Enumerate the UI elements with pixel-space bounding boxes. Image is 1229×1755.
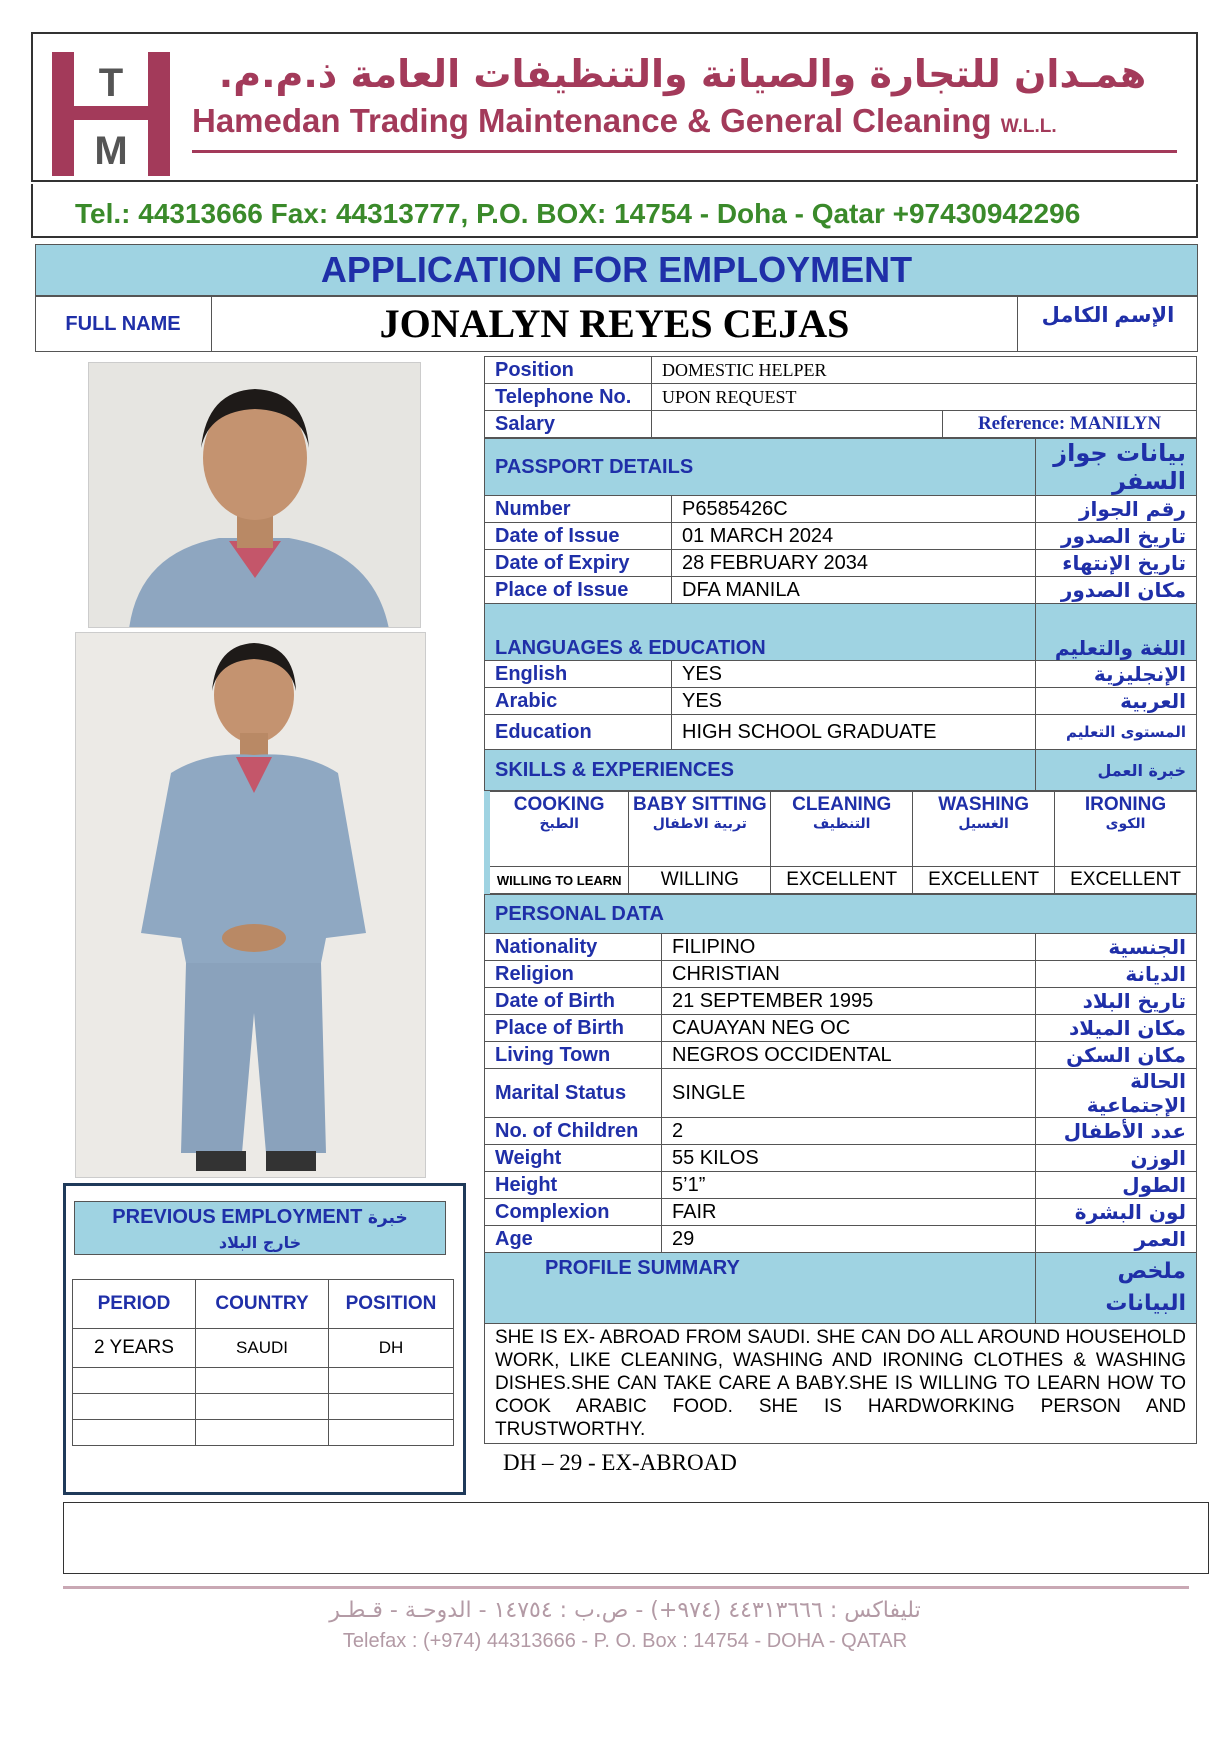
issue-date-arabic: تاريخ الصدور xyxy=(1036,523,1197,550)
salary-label: Salary xyxy=(485,411,652,438)
applicant-details xyxy=(484,356,1197,1444)
reference-value: Reference: MANILYN xyxy=(943,411,1197,438)
form-title: APPLICATION FOR EMPLOYMENT xyxy=(35,244,1198,296)
age-arabic: العمر xyxy=(1036,1226,1197,1253)
skill-cleaning xyxy=(771,792,913,867)
nationality-label: Nationality xyxy=(485,934,662,961)
passport-number-value: P6585426C xyxy=(672,496,1036,523)
company-name-english xyxy=(192,102,1182,140)
empty-cell xyxy=(329,1368,454,1394)
english-label: English xyxy=(485,661,672,688)
weight-value: 55 KILOS xyxy=(662,1145,1036,1172)
summary-text: SHE IS EX- ABROAD FROM SAUDI. SHE CAN DO ALL AROUND HOUSEHOLD WORK, LIKE CLEANING, WASHING AND IRONING CLOTHES & WASHING DISHES.SHE CAN TAKE CARE A BABY.SHE IS WILLING TO LEARN HOW TO COOK ARABIC FOOD. SHE IS HARDWORKING PERSON AND TRUSTWORTHY. xyxy=(485,1324,1197,1444)
full-name-label: FULL NAME xyxy=(35,296,212,352)
personal-row xyxy=(485,988,1197,1015)
living-town-label: Living Town xyxy=(485,1042,662,1069)
skill-washing-label: WASHING xyxy=(938,794,1029,815)
summary-row xyxy=(485,1324,1197,1444)
applicant-portrait-photo xyxy=(88,362,421,628)
skills-table xyxy=(484,791,1197,894)
empty-cell xyxy=(196,1394,329,1420)
issue-date-value: 01 MARCH 2024 xyxy=(672,523,1036,550)
full-name-label-arabic: الإسم الكامل xyxy=(1017,296,1198,352)
skills-head-row xyxy=(487,792,1197,867)
height-value: 5’1” xyxy=(662,1172,1036,1199)
personal-header xyxy=(485,895,1197,934)
complexion-label: Complexion xyxy=(485,1199,662,1226)
arabic-arabic: العربية xyxy=(1036,688,1197,715)
skill-baby-sitting-label: BABY SITTING xyxy=(632,794,767,815)
issue-date-label: Date of Issue xyxy=(485,523,672,550)
nationality-value: FILIPINO xyxy=(662,934,1036,961)
table-row xyxy=(73,1420,454,1446)
education-value: HIGH SCHOOL GRADUATE xyxy=(672,715,1036,750)
passport-title: PASSPORT DETAILS xyxy=(485,439,1036,496)
salary-value xyxy=(652,411,943,438)
personal-row xyxy=(485,1015,1197,1042)
language-row xyxy=(485,688,1197,715)
skill-ironing-value: EXCELLENT xyxy=(1055,867,1197,894)
english-arabic: الإنجليزية xyxy=(1036,661,1197,688)
company-contact: Tel.: 44313666 Fax: 44313777, P.O. BOX: 14754 - Doha - Qatar +97430942296 xyxy=(75,198,1081,229)
personal-title: PERSONAL DATA xyxy=(485,895,1197,934)
empty-cell xyxy=(196,1420,329,1446)
complexion-arabic: لون البشرة xyxy=(1036,1199,1197,1226)
table-row xyxy=(73,1368,454,1394)
table-row xyxy=(73,1329,454,1368)
personal-row xyxy=(485,934,1197,961)
personal-row xyxy=(485,1118,1197,1145)
empty-cell xyxy=(73,1420,196,1446)
personal-row xyxy=(485,1172,1197,1199)
nationality-arabic: الجنسية xyxy=(1036,934,1197,961)
expiry-date-arabic: تاريخ الإنتهاء xyxy=(1036,550,1197,577)
skill-ironing-label: IRONING xyxy=(1084,794,1167,815)
footer-arabic: تليفاكس : ٤٤٣١٣٦٦٦ (٩٧٤+) - ص.ب : ١٤٧٥٤ - الدوحـة - قـطـر xyxy=(329,1598,921,1623)
birth-place-value: CAUAYAN NEG OC xyxy=(662,1015,1036,1042)
notes-box xyxy=(63,1502,1209,1574)
passport-table xyxy=(484,438,1197,791)
passport-row xyxy=(485,523,1197,550)
applicant-code: DH – 29 - EX-ABROAD xyxy=(503,1450,737,1475)
passport-number-label: Number xyxy=(485,496,672,523)
children-label: No. of Children xyxy=(485,1118,662,1145)
skill-cleaning-arabic: التنظيف xyxy=(812,816,871,832)
skills-value-row xyxy=(487,867,1197,894)
living-town-value: NEGROS OCCIDENTAL xyxy=(662,1042,1036,1069)
skill-washing xyxy=(913,792,1055,867)
passport-row xyxy=(485,550,1197,577)
summary-header xyxy=(485,1253,1197,1324)
skill-ironing xyxy=(1055,792,1197,867)
skill-baby-sitting xyxy=(629,792,771,867)
telephone-label: Telephone No. xyxy=(485,384,652,411)
previous-employment-arabic-2: خارج البلاد xyxy=(218,1233,302,1252)
marital-status-label: Marital Status xyxy=(485,1069,662,1118)
religion-value: CHRISTIAN xyxy=(662,961,1036,988)
empty-cell xyxy=(73,1394,196,1420)
skill-cleaning-label: CLEANING xyxy=(792,794,892,815)
previous-employment-label: PREVIOUS EMPLOYMENT xyxy=(112,1206,363,1228)
height-label: Height xyxy=(485,1172,662,1199)
summary-title: PROFILE SUMMARY xyxy=(485,1253,1036,1324)
skill-baby-sitting-value: WILLING xyxy=(629,867,771,894)
children-value: 2 xyxy=(662,1118,1036,1145)
personal-row xyxy=(485,1069,1197,1118)
religion-arabic: الديانة xyxy=(1036,961,1197,988)
weight-label: Weight xyxy=(485,1145,662,1172)
telephone-row xyxy=(485,384,1197,411)
position-row xyxy=(485,357,1197,384)
skill-washing-arabic: الغسيل xyxy=(958,816,1009,832)
personal-row xyxy=(485,1199,1197,1226)
previous-employment-arabic-1: خبرة xyxy=(367,1208,408,1228)
skill-cleaning-value: EXCELLENT xyxy=(771,867,913,894)
languages-title-arabic: اللغة والتعليم xyxy=(1036,604,1197,661)
applicant-full-body-photo xyxy=(75,632,426,1178)
country-header: COUNTRY xyxy=(196,1280,329,1329)
passport-title-arabic: بيانات جواز السفر xyxy=(1036,439,1197,496)
religion-label: Religion xyxy=(485,961,662,988)
country-cell: SAUDI xyxy=(196,1329,329,1368)
skills-title-arabic: خبرة العمل xyxy=(1036,750,1197,791)
personal-row xyxy=(485,1042,1197,1069)
skills-title: SKILLS & EXPERIENCES xyxy=(485,750,1036,791)
period-header: PERIOD xyxy=(73,1280,196,1329)
empty-cell xyxy=(73,1368,196,1394)
english-value: YES xyxy=(672,661,1036,688)
languages-title: LANGUAGES & EDUCATION xyxy=(485,604,1036,661)
telephone-value: UPON REQUEST xyxy=(652,384,1197,411)
passport-number-arabic: رقم الجواز xyxy=(1036,496,1197,523)
logo-letter-m: M xyxy=(94,129,128,173)
skill-baby-sitting-arabic: تربية الاطفال xyxy=(652,816,747,832)
footer-english: Telefax : (+974) 44313666 - P. O. Box : 14754 - DOHA - QATAR xyxy=(342,1630,908,1652)
period-cell: 2 YEARS xyxy=(73,1329,196,1368)
table-row xyxy=(73,1394,454,1420)
height-arabic: الطول xyxy=(1036,1172,1197,1199)
header-divider xyxy=(192,150,1177,153)
passport-row xyxy=(485,577,1197,604)
birth-place-arabic: مكان الميلاد xyxy=(1036,1015,1197,1042)
company-name-en-text: Hamedan Trading Maintenance & General Cleaning xyxy=(192,102,992,139)
languages-header xyxy=(485,604,1197,661)
empty-cell xyxy=(329,1394,454,1420)
skill-ironing-arabic: الكوى xyxy=(1105,816,1146,832)
language-row xyxy=(485,661,1197,688)
skill-cooking-value: WILLING TO LEARN xyxy=(487,867,629,894)
education-arabic: المستوى التعليم xyxy=(1036,715,1197,750)
birth-date-arabic: تاريخ البلاد xyxy=(1036,988,1197,1015)
expiry-date-value: 28 FEBRUARY 2034 xyxy=(672,550,1036,577)
passport-header xyxy=(485,439,1197,496)
salary-row xyxy=(485,411,1197,438)
education-row xyxy=(485,715,1197,750)
issue-place-value: DFA MANILA xyxy=(672,577,1036,604)
company-suffix: W.L.L. xyxy=(1000,116,1057,137)
expiry-date-label: Date of Expiry xyxy=(485,550,672,577)
arabic-value: YES xyxy=(672,688,1036,715)
birth-date-value: 21 SEPTEMBER 1995 xyxy=(662,988,1036,1015)
personal-row xyxy=(485,961,1197,988)
logo-letter-t: T xyxy=(98,61,124,105)
company-logo xyxy=(52,52,170,176)
birth-date-label: Date of Birth xyxy=(485,988,662,1015)
complexion-value: FAIR xyxy=(662,1199,1036,1226)
weight-arabic: الوزن xyxy=(1036,1145,1197,1172)
position-label: Position xyxy=(485,357,652,384)
age-label: Age xyxy=(485,1226,662,1253)
personal-table xyxy=(484,894,1197,1444)
issue-place-label: Place of Issue xyxy=(485,577,672,604)
skill-cooking xyxy=(487,792,629,867)
skill-cooking-arabic: الطبخ xyxy=(539,816,579,832)
empty-cell xyxy=(196,1368,329,1394)
full-name-value: JONALYN REYES CEJAS xyxy=(379,301,850,346)
previous-employment-table xyxy=(72,1279,454,1446)
birth-place-label: Place of Birth xyxy=(485,1015,662,1042)
children-arabic: عدد الأطفال xyxy=(1036,1118,1197,1145)
personal-row xyxy=(485,1145,1197,1172)
summary-title-arabic: ملخص البيانات xyxy=(1036,1253,1197,1324)
previous-employment-header-row xyxy=(73,1280,454,1329)
personal-row xyxy=(485,1226,1197,1253)
marital-status-value: SINGLE xyxy=(662,1069,1036,1118)
issue-place-arabic: مكان الصدور xyxy=(1036,577,1197,604)
footer-divider xyxy=(63,1586,1189,1589)
passport-row xyxy=(485,496,1197,523)
arabic-label: Arabic xyxy=(485,688,672,715)
marital-status-arabic: الحالة الإجتماعية xyxy=(1036,1069,1197,1118)
position-cell: DH xyxy=(329,1329,454,1368)
skill-washing-value: EXCELLENT xyxy=(913,867,1055,894)
living-town-arabic: مكان السكن xyxy=(1036,1042,1197,1069)
skills-header xyxy=(485,750,1197,791)
position-header: POSITION xyxy=(329,1280,454,1329)
skill-cooking-label: COOKING xyxy=(513,794,605,815)
empty-cell xyxy=(329,1420,454,1446)
job-table xyxy=(484,356,1197,438)
previous-employment-title xyxy=(74,1201,446,1255)
position-value: DOMESTIC HELPER xyxy=(652,357,1197,384)
age-value: 29 xyxy=(662,1226,1036,1253)
company-name-arabic: همـدان للتجارة والصيانة والتنظيفات العامة ذ.م.م. xyxy=(218,52,1147,96)
education-label: Education xyxy=(485,715,672,750)
